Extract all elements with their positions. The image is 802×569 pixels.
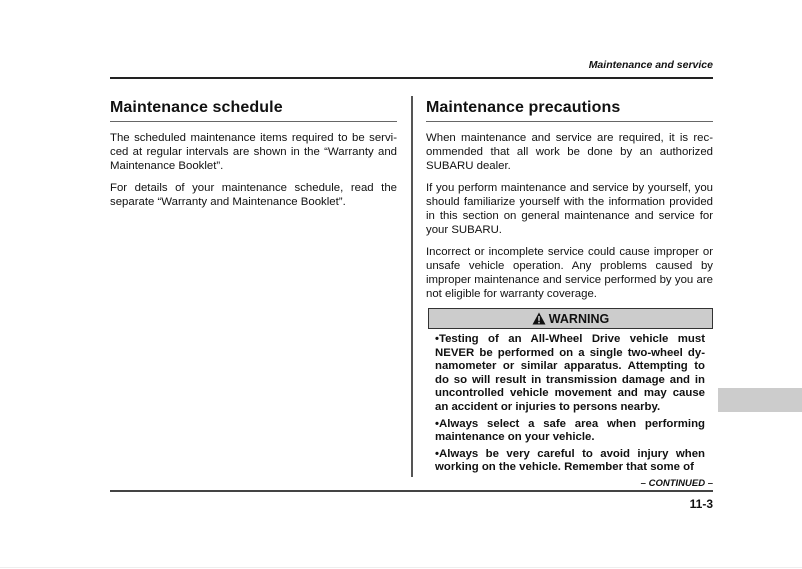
warning-triangle-icon [532,312,546,325]
column-divider [411,96,413,477]
paragraph: When maintenance and service are required, it is recommended that all work be done by an authorized SUBARU dealer. [426,132,713,172]
paragraph: The scheduled maintenance items required to be serviced at regular intervals are shown in the “Warranty and Maintenance Booklet”. [110,132,397,172]
right-column [426,98,713,301]
warning-item: •Always be very careful to avoid injury when working on the vehicle. Remember that some of [435,447,705,474]
chapter-thumb-tab [718,388,802,412]
warning-list [435,333,705,478]
warning-item: •Testing of an All-Wheel Drive vehicle must NEVER be performed on a single two-wheel dynamometer or similar apparatus. Attempting to do so will result in transmission damage and in uncontrolled vehicle movement and may cause an accident or injuries to persons nearby. [435,333,705,413]
paragraph: For details of your maintenance schedule, read the separate “Warranty and Maintenance Booklet”. [110,182,397,208]
warning-label: WARNING [548,311,610,326]
page-number: 11-3 [689,497,713,511]
left-column [110,98,397,209]
warning-banner [428,308,713,329]
continued-label: – CONTINUED – [640,478,713,489]
warning-item: •Always select a safe area when performing maintenance on your vehicle. [435,417,705,444]
paragraph: If you perform maintenance and service by yourself, you should familiarize yourself with the information provided in this section on general maintenance and service for your SUBARU. [426,182,713,236]
bottom-rule [110,490,713,492]
paragraph: Incorrect or incomplete service could cause improper or unsafe vehicle operation. Any problems caused by improper maintenance and service performed by you are not eligible for warranty coverage. [426,246,713,300]
top-rule [110,77,713,79]
section-title-maintenance-schedule: Maintenance schedule [110,98,397,122]
page-edge [0,567,802,568]
running-header: Maintenance and service [588,59,713,71]
section-title-maintenance-precautions: Maintenance precautions [426,98,713,122]
